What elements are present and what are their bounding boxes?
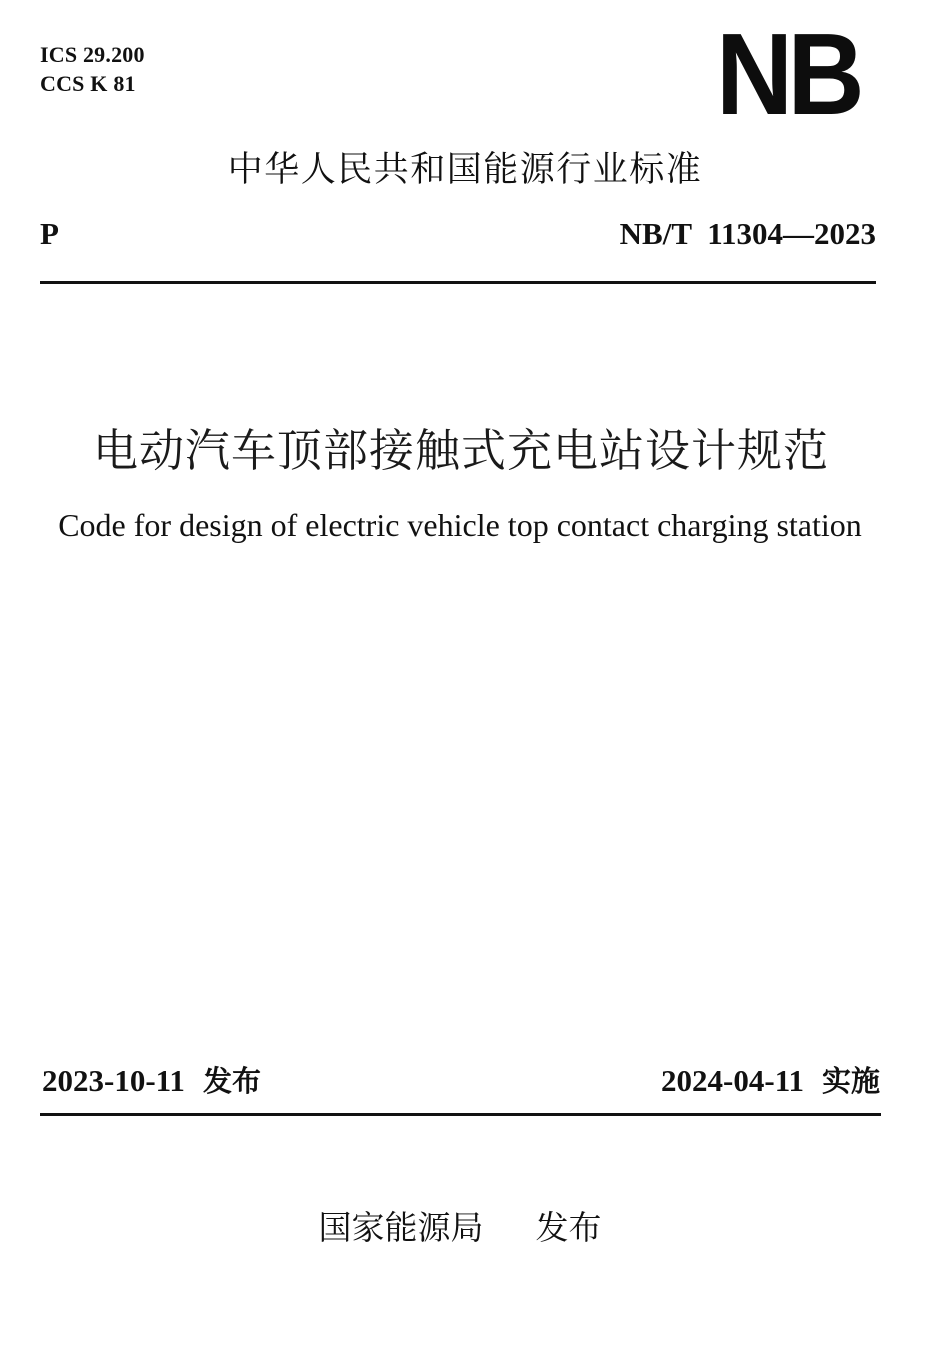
document-title-chinese: 电动汽车顶部接触式充电站设计规范 [92,424,829,477]
implementation-label: 实施 [821,1064,880,1098]
bottom-divider [40,1113,881,1116]
publisher-name: 国家能源局 [318,1208,484,1247]
issue-date: 2023-10-11 [42,1063,185,1098]
issue-date-block [42,1060,261,1102]
issue-label: 发布 [202,1064,261,1098]
ics-code: ICS 29.200 [40,42,145,67]
nb-logo: NB [716,9,860,139]
publisher-action: 发布 [535,1208,602,1247]
implementation-date: 2024-04-11 [661,1063,804,1098]
top-divider [40,281,876,284]
standard-number: NB/T 11304—2023 [619,216,876,251]
classification-codes [40,40,145,98]
publisher-line [0,1206,920,1250]
document-title-english: Code for design of electric vehicle top contact charging station [58,507,862,543]
ccs-code: CCS K 81 [40,71,136,96]
industry-standard-title: 中华人民共和国能源行业标准 [227,150,703,190]
category-letter: P [40,216,59,251]
implementation-date-block [661,1060,880,1102]
